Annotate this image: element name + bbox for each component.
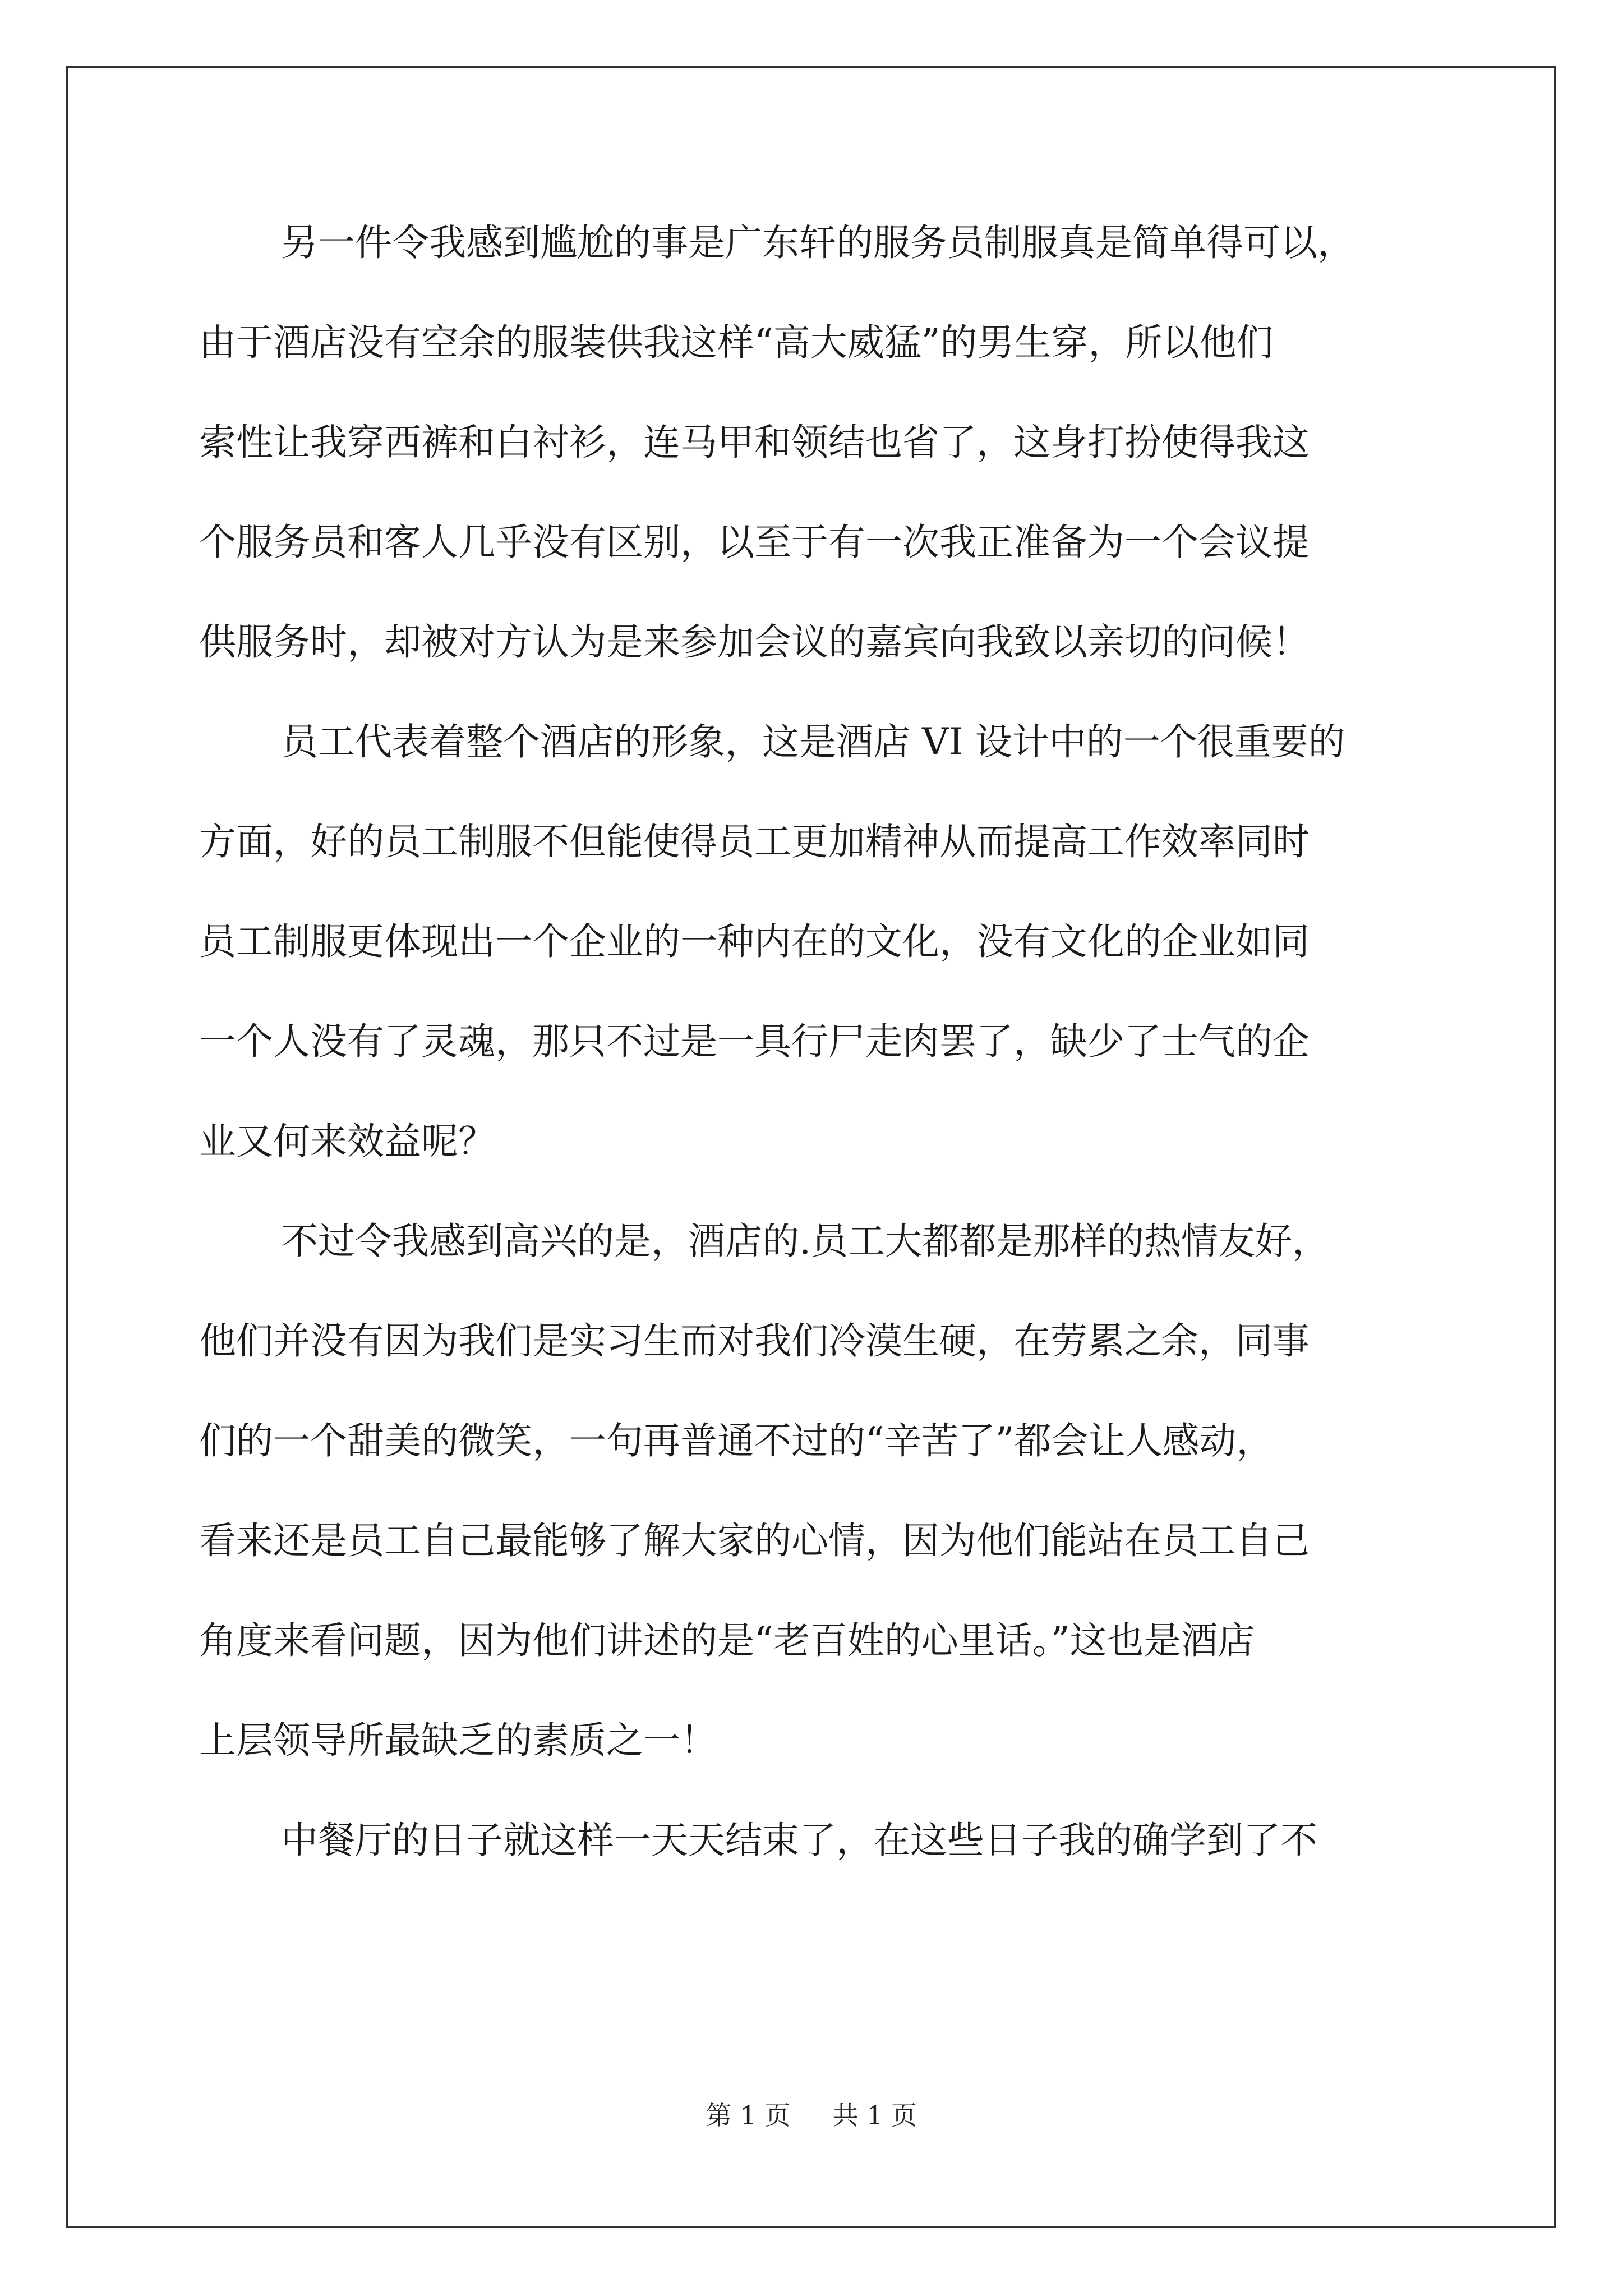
paragraph-line: 方面，好的员工制服不但能使得员工更加精神从而提高工作效率同时 [199,820,1310,863]
paragraph-line: 们的一个甜美的微笑，一句再普通不过的“辛苦了”都会让人感动， [199,1419,1274,1462]
document-body [199,201,1427,1898]
paragraph-line: 员工制服更体现出一个企业的一种内在的文化，没有文化的企业如同 [199,920,1310,963]
paragraph-line: 上层领导所最缺乏的素质之一！ [199,1719,717,1762]
paragraph-line: 一个人没有了灵魂，那只不过是一具行尸走肉罢了，缺少了士气的企 [199,1020,1310,1063]
paragraph-line: 看来还是员工自己最能够了解大家的心情，因为他们能站在员工自己 [199,1519,1310,1562]
paragraph-line: 员工代表着整个酒店的形象，这是酒店 VI 设计中的一个很重要的 [281,720,1345,763]
paragraph-line: 个服务员和客人几乎没有区别，以至于有一次我正准备为一个会议提 [199,521,1310,564]
paragraph-line: 由于酒店没有空余的服装供我这样“高大威猛”的男生穿，所以他们 [199,321,1274,364]
paragraph-line: 索性让我穿西裤和白衬衫，连马甲和领结也省了，这身打扮使得我这 [199,421,1310,464]
page-number: 第 1 页 [706,2100,791,2131]
page-total: 共 1 页 [832,2100,917,2131]
page-footer [0,2095,1623,2132]
paragraph-line: 另一件令我感到尴尬的事是广东轩的服务员制服真是简单得可以， [281,221,1354,264]
paragraph-line: 角度来看问题，因为他们讲述的是“老百姓的心里话。”这也是酒店 [199,1619,1255,1662]
paragraph-line: 不过令我感到高兴的是，酒店的.员工大都都是那样的热情友好， [281,1220,1329,1263]
paragraph-line: 他们并没有因为我们是实习生而对我们冷漠生硬，在劳累之余，同事 [199,1319,1310,1363]
paragraph-line: 中餐厅的日子就这样一天天结束了，在这些日子我的确学到了不 [281,1819,1317,1862]
paragraph-line: 供服务时，却被对方认为是来参加会议的嘉宾向我致以亲切的问候！ [199,620,1310,664]
paragraph-line: 业又何来效益呢？ [199,1120,495,1163]
